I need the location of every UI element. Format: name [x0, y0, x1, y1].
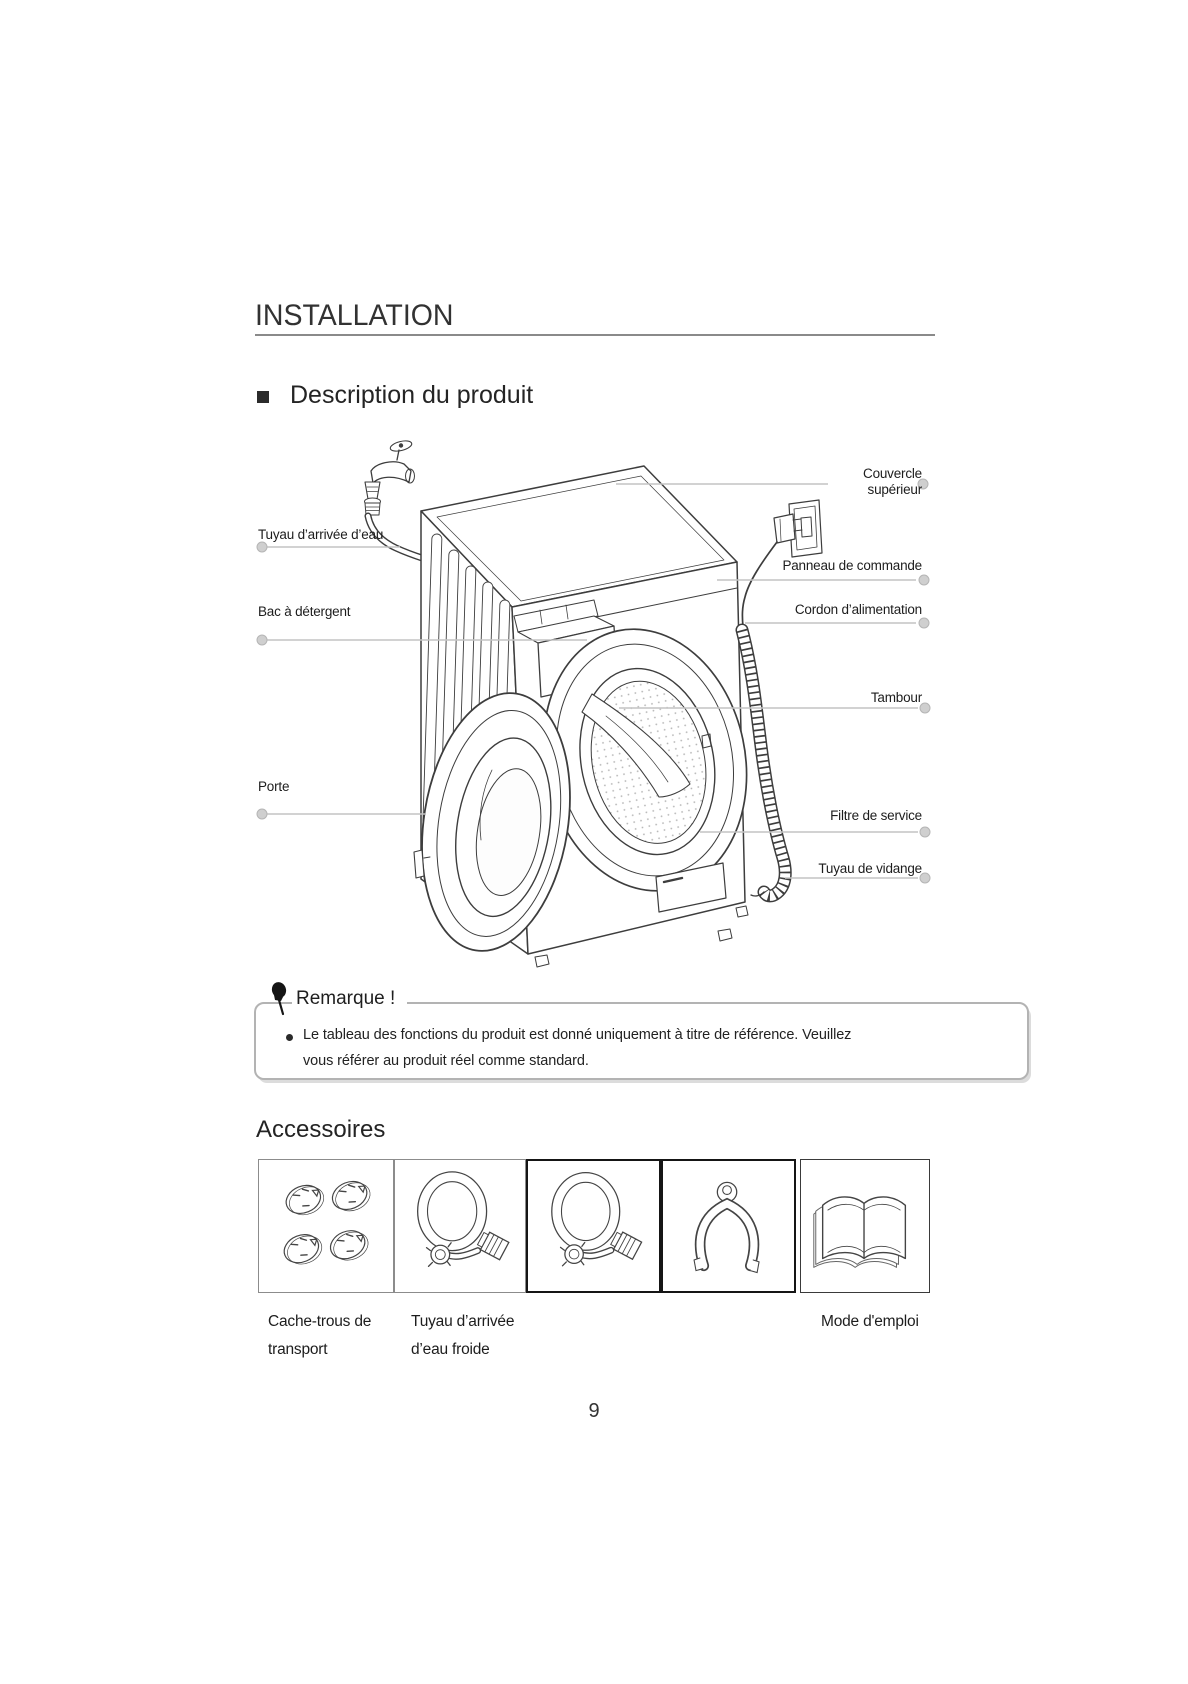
note-label: Remarque !: [292, 988, 407, 1010]
page-title: INSTALLATION: [255, 299, 454, 332]
accessory-label-hole-covers: Cache-trous de transport: [268, 1313, 372, 1358]
faucet-icon: [365, 439, 415, 515]
accessory-drain-hose-holder: [661, 1159, 796, 1293]
accessory-label-manual: Mode d'emploi: [821, 1313, 919, 1330]
hose-holder-icon: [663, 1161, 794, 1291]
pushpin-icon: [268, 981, 292, 1017]
accessory-user-manual: [800, 1159, 930, 1293]
label-drum: Tambour: [870, 690, 922, 705]
label-drain-hose: Tuyau de vidange: [818, 861, 922, 876]
page-number: 9: [588, 1400, 600, 1422]
label-control-panel: Panneau de commande: [782, 558, 922, 573]
label-service-filter: Filtre de service: [830, 808, 922, 823]
accessory-cold-water-inlet-hose: [394, 1159, 526, 1293]
label-door: Porte: [258, 779, 290, 794]
label-power-cord: Cordon d’alimentation: [794, 602, 922, 617]
inlet-hose-coil-icon: [395, 1160, 525, 1292]
title-rule: [255, 334, 935, 336]
hole-covers-icon: [259, 1160, 393, 1292]
label-top-cover: Couvercle supérieur: [863, 466, 922, 497]
note-text-line-2: vous référer au produit réel comme standard.: [303, 1053, 589, 1069]
accessory-inlet-hose-2: [526, 1159, 661, 1293]
washing-machine-diagram: [240, 430, 940, 970]
label-detergent-drawer: Bac à détergent: [258, 604, 351, 619]
note-bullet-dot: [286, 1034, 293, 1041]
inlet-hose-coil-icon: [528, 1161, 659, 1291]
label-inlet-hose: Tuyau d’arrivée d’eau: [258, 527, 384, 542]
note-text-line-1: Le tableau des fonctions du produit est donné uniquement à titre de référence. Veuillez: [303, 1027, 852, 1043]
section-bullet-square: [257, 391, 269, 403]
accessory-label-inlet-hose: Tuyau d’arrivée d’eau froide: [411, 1313, 515, 1358]
accessories-heading: Accessoires: [256, 1116, 386, 1143]
drain-hose: [742, 630, 785, 896]
manual-book-icon: [801, 1160, 929, 1292]
accessory-transport-hole-covers: [258, 1159, 394, 1293]
section-heading: Description du produit: [290, 381, 534, 409]
